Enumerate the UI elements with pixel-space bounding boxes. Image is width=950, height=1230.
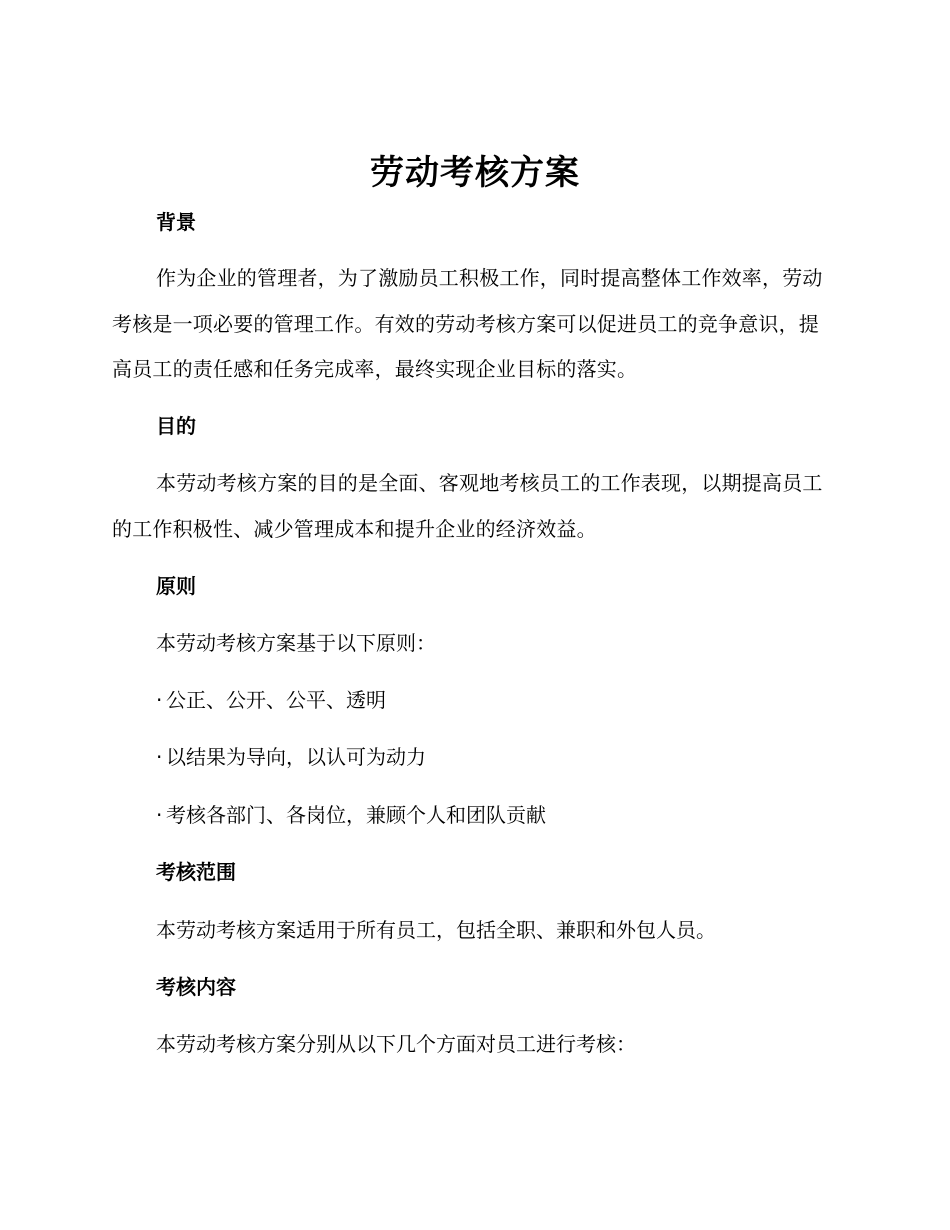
bullet-dot: · <box>156 688 163 712</box>
list-item <box>156 801 546 829</box>
section-heading-content: 考核内容 <box>156 975 236 999</box>
section-text-purpose: 本劳动考核方案的目的是全面、客观地考核员工的工作表现，以期提高员工的工作积极性、减少管理成本和提升企业的经济效益。 <box>112 471 823 541</box>
document-title: 劳动考核方案 <box>370 153 580 193</box>
list-item <box>156 686 386 714</box>
list-item-text: 考核各部门、各岗位，兼顾个人和团队贡献 <box>166 803 546 827</box>
list-item-text: 以结果为导向，以认可为动力 <box>166 745 426 769</box>
list-item <box>156 743 426 771</box>
section-heading-purpose: 目的 <box>156 414 196 438</box>
section-text-scope: 本劳动考核方案适用于所有员工，包括全职、兼职和外包人员。 <box>156 918 716 942</box>
section-text-content: 本劳动考核方案分别从以下几个方面对员工进行考核： <box>156 1032 636 1056</box>
principles-intro: 本劳动考核方案基于以下原则： <box>156 631 436 655</box>
section-heading-background: 背景 <box>156 210 196 234</box>
bullet-dot: · <box>156 745 163 769</box>
bullet-dot: · <box>156 803 163 827</box>
section-heading-principles: 原则 <box>156 574 196 598</box>
list-item-text: 公正、公开、公平、透明 <box>166 688 386 712</box>
section-heading-scope: 考核范围 <box>156 860 236 884</box>
section-text-background: 作为企业的管理者，为了激励员工积极工作，同时提高整体工作效率，劳动考核是一项必要的管理工作。有效的劳动考核方案可以促进员工的竞争意识，提高员工的责任感和任务完成率，最终实现企业目标的落实。 <box>112 266 823 381</box>
